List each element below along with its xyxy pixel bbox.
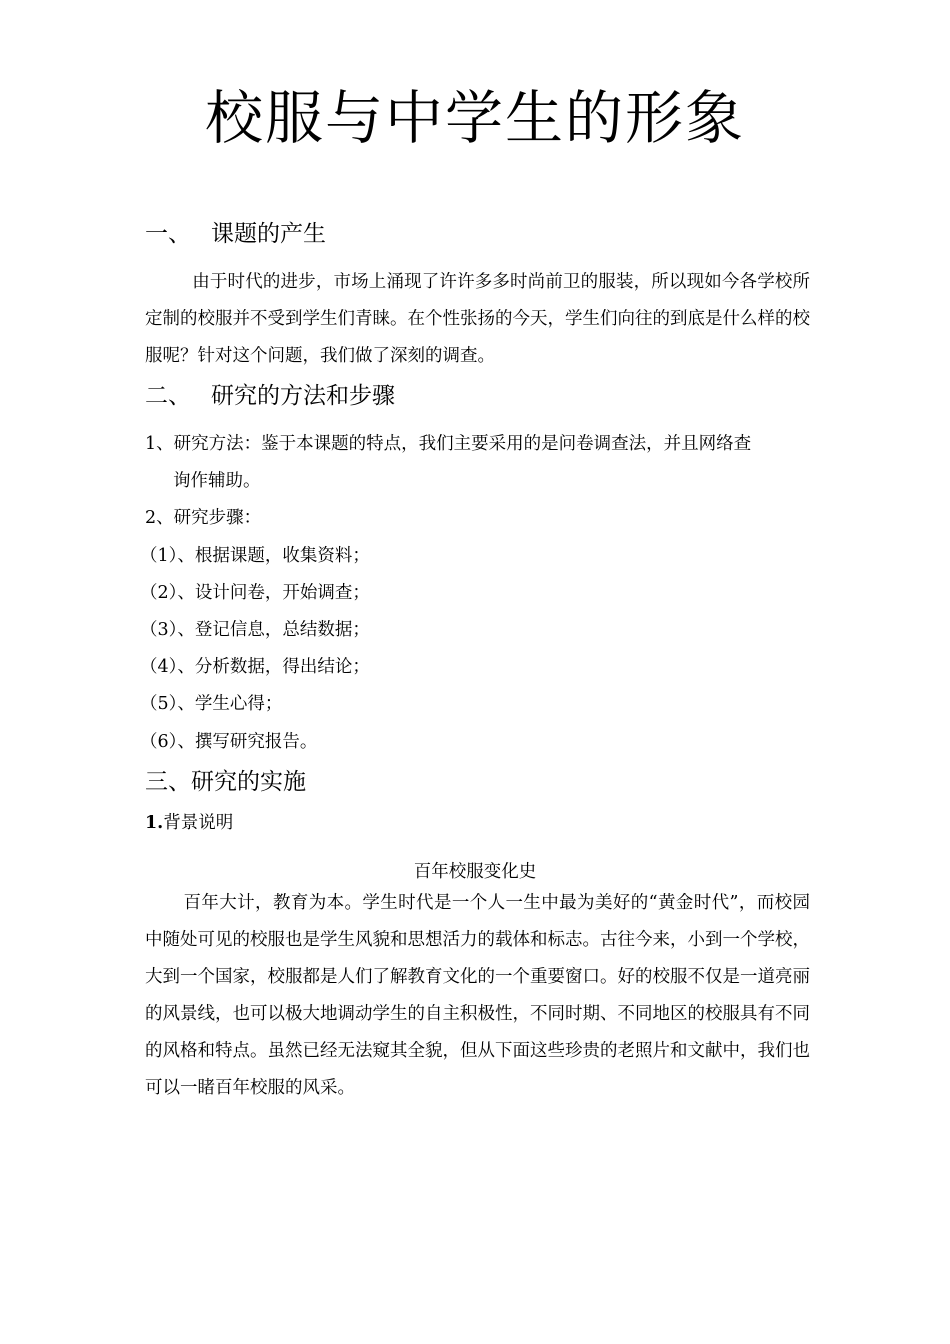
section3-paragraph: 百年大计，教育为本。学生时代是一个人一生中最为美好的“黄金时代”，而校园中随处可见的校服也是学生风貌和思想活力的载体和标志。古往今来，小到一个学校，大到一个国家，校服都是人们了解教育文化的一个重要窗口。好的校服不仅是一道亮丽的风景线，也可以极大地调动学生的自主积极性，不同时期、不同地区的校服具有不同的风格和特点。虽然已经无法窥其全貌，但从下面这些珍贵的老照片和文献中，我们也可以一睹百年校服的风采。 — [145, 893, 810, 1098]
research-step-item: （6）、撰写研究报告。 — [140, 732, 318, 752]
document-title: 校服与中学生的形象 — [204, 84, 745, 152]
section1-heading — [145, 218, 326, 250]
section2-heading — [145, 380, 395, 412]
research-step-item: （2）、设计问卷，开始调查； — [140, 583, 370, 603]
section2-number: 二、 — [145, 383, 191, 409]
section1-number: 一、 — [145, 221, 191, 247]
section3-subheading — [145, 808, 233, 838]
research-step-item: （3）、登记信息，总结数据； — [140, 620, 370, 640]
research-step-item: （5）、学生心得； — [140, 694, 283, 714]
research-step-item: （1）、根据课题，收集资料； — [140, 546, 370, 566]
section1-paragraph: 由于时代的进步，市场上涌现了许许多多时尚前卫的服装，所以现如今各学校所定制的校服并不受到学生们青睐。在个性张扬的今天，学生们向往的到底是什么样的校服呢？针对这个问题，我们做了深刻的调查。 — [145, 272, 810, 366]
article-title: 百年校服变化史 — [413, 862, 537, 882]
section3-heading: 三、研究的实施 — [145, 769, 306, 795]
research-steps-label: 2、研究步骤： — [145, 508, 262, 528]
research-step-item: （4）、分析数据，得出结论； — [140, 657, 370, 677]
subheading-number: 1. — [145, 813, 164, 833]
section1-title: 课题的产生 — [211, 221, 326, 247]
research-method-line1: 1、研究方法：鉴于本课题的特点，我们主要采用的是问卷调查法，并且网络查 — [145, 434, 752, 454]
subheading-title: 背景说明 — [163, 813, 234, 833]
section2-title: 研究的方法和步骤 — [211, 383, 395, 409]
research-method-line2: 询作辅助。 — [173, 471, 261, 491]
